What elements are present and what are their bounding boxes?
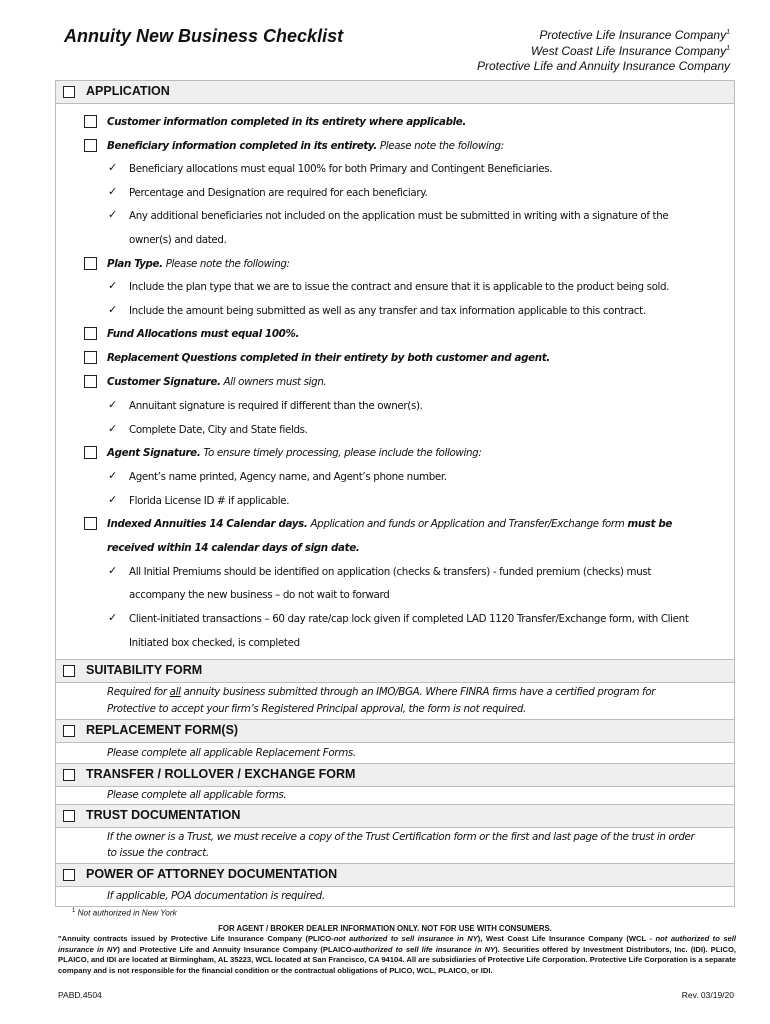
section-suitability-checkbox[interactable] — [63, 665, 75, 677]
replacement-questions-item: Replacement Questions completed in their entirety by both customer and agent. — [107, 352, 550, 364]
plan-type-item: Plan Type. Please note the following: — [107, 258, 290, 270]
customer-info-item: Customer information completed in its entirety where applicable. — [107, 116, 466, 128]
beneficiary-item: Beneficiary information completed in its entirety. Please note the following: — [107, 140, 504, 152]
check-icon: ✓ — [108, 186, 118, 198]
check-icon: ✓ — [108, 470, 118, 482]
customer-signature-point: Annuitant signature is required if different than the owner(s). — [129, 400, 423, 412]
transfer-note: Please complete all applicable forms. — [107, 789, 287, 801]
plan-type-point: Include the plan type that we are to issue the contract and ensure that it is applicable to the product being sold. — [129, 281, 670, 293]
footnote: $^1$ Not authorized in New York — [72, 908, 177, 918]
agent-signature-item: Agent Signature. To ensure timely processing, please include the following: — [107, 447, 482, 459]
trust-note: If the owner is a Trust, we must receive a copy of the Trust Certification form or the first and last page of the trust in order — [107, 831, 695, 843]
plan-type-point: Include the amount being submitted as well as any transfer and tax information applicable to this contract. — [129, 305, 646, 317]
fund-allocations-checkbox[interactable] — [84, 327, 97, 340]
divider — [56, 742, 734, 743]
revision-date: Rev. 03/19/20 — [681, 990, 734, 1000]
customer-signature-item: Customer Signature. All owners must sign. — [107, 376, 327, 388]
check-icon: ✓ — [108, 399, 118, 411]
plan-type-checkbox[interactable] — [84, 257, 97, 270]
agent-signature-point: Florida License ID # if applicable. — [129, 495, 290, 507]
indexed-point: Client-initiated transactions – 60 day rate/cap lock given if completed LAD 1120 Transfer/Exchange form, with Client — [129, 613, 689, 625]
agent-only-notice: FOR AGENT / BROKER DEALER INFORMATION ONLY. NOT FOR USE WITH CONSUMERS. — [218, 924, 552, 933]
agent-signature-point: Agent’s name printed, Agency name, and Agent’s phone number. — [129, 471, 447, 483]
beneficiary-point: Beneficiary allocations must equal 100% for both Primary and Contingent Beneficiaries. — [129, 163, 553, 175]
section-transfer-checkbox[interactable] — [63, 769, 75, 781]
section-transfer-header — [56, 764, 734, 786]
section-application-checkbox[interactable] — [63, 86, 75, 98]
form-id: PABD.4504 — [58, 990, 102, 1000]
section-application-header — [56, 81, 734, 103]
section-suitability-header — [56, 660, 734, 682]
beneficiary-point-cont: owner(s) and dated. — [129, 234, 227, 246]
check-icon: ✓ — [108, 209, 118, 221]
check-icon: ✓ — [108, 162, 118, 174]
section-poa-header — [56, 864, 734, 886]
indexed-point-cont: accompany the new business – do not wait to forward — [129, 589, 390, 601]
indexed-point-cont: Initiated box checked, is completed — [129, 637, 300, 649]
section-poa-checkbox[interactable] — [63, 869, 75, 881]
section-replacement-header — [56, 720, 734, 742]
indexed-annuities-item-cont: received within 14 calendar days of sign date. — [107, 542, 360, 554]
check-icon: ✓ — [108, 423, 118, 435]
section-title: REPLACEMENT FORM(S) — [86, 723, 239, 737]
section-title: TRANSFER / ROLLOVER / EXCHANGE FORM — [86, 767, 356, 781]
customer-info-checkbox[interactable] — [84, 115, 97, 128]
beneficiary-checkbox[interactable] — [84, 139, 97, 152]
section-title: TRUST DOCUMENTATION — [86, 808, 241, 822]
fund-allocations-item: Fund Allocations must equal 100%. — [107, 328, 300, 340]
divider — [56, 682, 734, 683]
agent-signature-checkbox[interactable] — [84, 446, 97, 459]
replacement-note: Please complete all applicable Replacement Forms. — [107, 747, 356, 759]
customer-signature-point: Complete Date, City and State fields. — [129, 424, 308, 436]
section-title: POWER OF ATTORNEY DOCUMENTATION — [86, 867, 338, 881]
check-icon: ✓ — [108, 280, 118, 292]
suitability-note: Required for all annuity business submitted through an IMO/BGA. Where FINRA firms have a certified program for — [107, 686, 656, 698]
trust-note-cont: to issue the contract. — [107, 847, 209, 859]
beneficiary-point: Any additional beneficiaries not included on the application must be submitted in writing with a signature of the — [129, 210, 669, 222]
check-icon: ✓ — [108, 494, 118, 506]
section-replacement-checkbox[interactable] — [63, 725, 75, 737]
replacement-questions-checkbox[interactable] — [84, 351, 97, 364]
check-icon: ✓ — [108, 304, 118, 316]
section-trust-header — [56, 805, 734, 827]
poa-note: If applicable, POA documentation is required. — [107, 890, 325, 902]
divider — [56, 786, 734, 787]
legal-disclaimer: "Annuity contracts issued by Protective Life Insurance Company (PLICO-not authorized to sell insurance in NY), West Coast Life Insurance Company (WCL - not authorized to sell insurance in NY) and Protective Life and Annuity Insurance Company (PLAICO-authorized to sell life insurance in NY). Securities offered by Investment Distributors, Inc. (IDI). PLICO, PLAICO, and IDI are located at Birmingham, AL 35223, WCL located at San Francisco, CA 94104. All are subsidiaries of Protective Life Corporation. Protective Life Corporation is a separate company and is not responsible for the financial condition or the contractual obligations of PLICO, WCL, PLAICO, or IDI. — [58, 934, 736, 975]
company-name-2: West Coast Life Insurance Company$^1$ — [530, 44, 730, 58]
divider — [56, 827, 734, 828]
indexed-annuities-checkbox[interactable] — [84, 517, 97, 530]
company-name-3: Protective Life and Annuity Insurance Company — [476, 59, 730, 73]
customer-signature-checkbox[interactable] — [84, 375, 97, 388]
check-icon: ✓ — [108, 612, 118, 624]
section-title: SUITABILITY FORM — [86, 663, 203, 677]
page-title: Annuity New Business Checklist — [64, 26, 344, 46]
section-trust-checkbox[interactable] — [63, 810, 75, 822]
divider — [56, 103, 734, 104]
beneficiary-point: Percentage and Designation are required for each beneficiary. — [129, 187, 428, 199]
check-icon: ✓ — [108, 565, 118, 577]
indexed-point: All Initial Premiums should be identified on application (checks & transfers) - funded premium (checks) must — [129, 566, 652, 578]
indexed-annuities-item: Indexed Annuities 14 Calendar days. Application and funds or Application and Transfer/Exchange form must be — [107, 518, 673, 530]
company-name-1: Protective Life Insurance Company$^1$ — [539, 28, 730, 42]
divider — [56, 886, 734, 887]
section-title: APPLICATION — [86, 84, 170, 98]
suitability-note-cont: Protective to accept your firm’s Registered Principal approval, the form is not required. — [107, 703, 526, 715]
